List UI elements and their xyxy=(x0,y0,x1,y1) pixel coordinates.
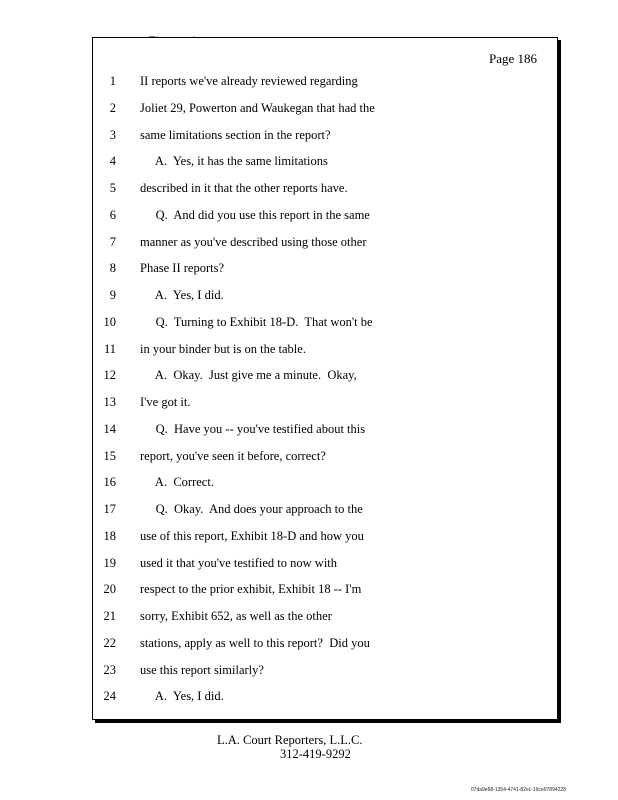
transcript-line xyxy=(93,663,533,679)
transcript-line xyxy=(93,154,533,170)
line-number: 23 xyxy=(103,662,116,677)
line-number: 1 xyxy=(109,74,116,88)
line-number: 15 xyxy=(103,448,116,463)
footer-phone: 312-419-9292 xyxy=(280,747,351,761)
line-text: Q. Turning to Exhibit 18-D. That won't be xyxy=(140,314,373,329)
transcript-line xyxy=(93,181,533,197)
transcript-line xyxy=(93,315,533,331)
line-text: sorry, Exhibit 652, as well as the other xyxy=(140,609,332,623)
transcript-line xyxy=(93,422,533,438)
transcript-line xyxy=(93,502,533,518)
line-number: 12 xyxy=(103,368,116,383)
transcript-line xyxy=(93,556,533,572)
line-text: described in it that the other reports have. xyxy=(140,181,348,195)
transcript-line xyxy=(93,475,533,491)
line-text: use of this report, Exhibit 18-D and how you xyxy=(140,528,364,543)
line-number: 14 xyxy=(103,421,116,436)
line-number: 18 xyxy=(103,528,116,543)
line-text: use this report similarly? xyxy=(140,662,264,677)
transcript-line xyxy=(93,235,533,251)
line-text: A. Yes, it has the same limitations xyxy=(140,154,328,169)
line-number: 10 xyxy=(103,314,116,329)
line-number: 19 xyxy=(103,555,116,570)
page-number: Page 186 xyxy=(488,51,537,66)
line-number: 21 xyxy=(103,609,116,623)
footer-company: L.A. Court Reporters, L.L.C. xyxy=(217,733,363,747)
line-number: 6 xyxy=(109,207,116,222)
line-text: manner as you've described using those other xyxy=(140,234,367,249)
line-text: A. Yes, I did. xyxy=(140,288,224,302)
transcript-line xyxy=(93,342,533,358)
line-text: same limitations section in the report? xyxy=(140,127,331,142)
line-text: Joliet 29, Powerton and Waukegan that had the xyxy=(140,100,375,115)
transcript-line xyxy=(93,395,533,411)
line-number: 4 xyxy=(109,154,116,169)
transcript-page xyxy=(92,37,558,720)
line-number: 13 xyxy=(103,395,116,409)
line-text: used it that you've testified to now with xyxy=(140,555,338,570)
line-number: 17 xyxy=(103,502,116,516)
transcript-line xyxy=(93,288,533,304)
line-number: 20 xyxy=(103,582,116,597)
line-number: 16 xyxy=(103,475,116,490)
line-text: A. Yes, I did. xyxy=(140,689,224,704)
transcript-line xyxy=(93,689,533,705)
transcript-line xyxy=(93,368,533,384)
line-text: II reports we've already reviewed regarding xyxy=(140,74,358,88)
line-number: 9 xyxy=(109,288,116,302)
transcript-line xyxy=(93,582,533,598)
line-text: I've got it. xyxy=(140,395,191,409)
transcript-line xyxy=(93,449,533,465)
transcript-line xyxy=(93,609,533,625)
line-number: 11 xyxy=(103,341,116,356)
line-text: Q. Have you -- you've testified about this xyxy=(140,421,366,436)
line-number: 22 xyxy=(103,635,116,650)
line-number: 8 xyxy=(109,261,116,276)
transcript-line xyxy=(93,636,533,652)
line-text: A. Okay. Just give me a minute. Okay, xyxy=(140,368,357,383)
line-text: Phase II reports? xyxy=(140,261,224,276)
line-text: respect to the prior exhibit, Exhibit 18 -- I'm xyxy=(140,582,362,597)
transcript-line xyxy=(93,261,533,277)
line-text: A. Correct. xyxy=(140,475,214,490)
transcript-line xyxy=(93,208,533,224)
line-text: report, you've seen it before, correct? xyxy=(140,448,326,463)
line-number: 5 xyxy=(109,181,116,195)
line-number: 3 xyxy=(109,127,116,142)
line-text: in your binder but is on the table. xyxy=(140,341,306,356)
line-text: Q. And did you use this report in the same xyxy=(140,207,370,222)
line-number: 7 xyxy=(109,234,116,249)
transcript-line xyxy=(93,101,533,117)
line-number: 2 xyxy=(109,100,116,115)
line-number: 24 xyxy=(103,689,116,704)
transcript-line xyxy=(93,529,533,545)
line-text: Q. Okay. And does your approach to the xyxy=(140,502,363,516)
line-text: stations, apply as well to this report? Did you xyxy=(140,635,370,650)
transcript-line xyxy=(93,74,533,90)
document-id: 07da9e68-1354-4741-82ec-19ce97894228 xyxy=(470,787,566,793)
transcript-line xyxy=(93,128,533,144)
